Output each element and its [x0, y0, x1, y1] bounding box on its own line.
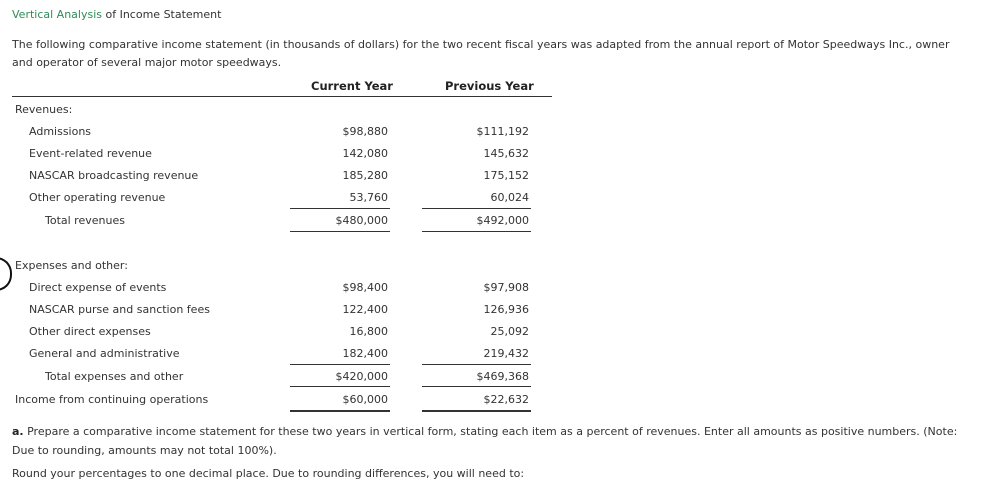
vertical-analysis-link[interactable]: Vertical Analysis — [12, 8, 102, 21]
previous-broadcasting: 175,152 — [483, 169, 529, 182]
current-general-admin: 182,400 — [342, 347, 388, 360]
row-label-income: Income from continuing operations — [15, 393, 209, 406]
rounding-note: Round your percentages to one decimal place. Due to rounding differences, you will need to: — [12, 467, 525, 480]
previous-total-revenues: $492,000 — [476, 214, 529, 227]
row-label-general-admin: General and administrative — [29, 347, 180, 360]
col-header-current: Current Year — [311, 79, 393, 93]
parenthesis-mark — [0, 257, 12, 291]
col-header-previous: Previous Year — [445, 79, 534, 93]
intro-paragraph: The following comparative income statement (in thousands of dollars) for the two recent fiscal years was adapted from the annual report of Motor Speedways Inc., owner and operator of several major motor speedways. — [12, 38, 950, 69]
expense-total-rule-current — [290, 386, 390, 387]
income-double-rule-current — [290, 410, 390, 412]
current-direct-expense: $98,400 — [342, 281, 388, 294]
revenues-heading: Revenues: — [15, 103, 73, 116]
total-rule-current — [290, 231, 390, 232]
subtotal-rule-current — [290, 208, 390, 209]
previous-other-operating: 60,024 — [490, 191, 529, 204]
current-other-operating: 53,760 — [349, 191, 388, 204]
income-double-rule-previous — [422, 410, 531, 412]
previous-general-admin: 219,432 — [483, 347, 529, 360]
row-label-direct-expense: Direct expense of events — [29, 281, 167, 294]
question-a — [12, 422, 980, 460]
previous-event-revenue: 145,632 — [483, 147, 529, 160]
question-a-text: Prepare a comparative income statement for these two years in vertical form, stating each item as a percent of revenues. Enter all amounts as positive numbers. (Note: Due to rounding, amounts may not total 100%). — [12, 425, 958, 457]
current-broadcasting: 185,280 — [342, 169, 388, 182]
previous-direct-expense: $97,908 — [483, 281, 529, 294]
row-label-admissions: Admissions — [29, 125, 92, 138]
row-label-purse-fees: NASCAR purse and sanction fees — [29, 303, 210, 316]
previous-purse-fees: 126,936 — [483, 303, 529, 316]
question-a-label: a. — [12, 425, 24, 438]
current-purse-fees: 122,400 — [342, 303, 388, 316]
previous-total-expenses: $469,368 — [476, 370, 529, 383]
title-rest: of Income Statement — [102, 8, 222, 21]
header-divider — [12, 96, 552, 97]
total-rule-previous — [422, 231, 531, 232]
subtotal-rule-previous — [422, 208, 531, 209]
current-total-revenues: $480,000 — [335, 214, 388, 227]
current-event-revenue: 142,080 — [342, 147, 388, 160]
row-label-other-operating: Other operating revenue — [29, 191, 166, 204]
page-title — [12, 8, 221, 21]
row-label-other-direct: Other direct expenses — [29, 325, 151, 338]
expense-total-rule-previous — [422, 386, 531, 387]
expense-subtotal-rule-current — [290, 364, 390, 365]
row-label-total-expenses: Total expenses and other — [45, 370, 184, 383]
previous-other-direct: 25,092 — [490, 325, 529, 338]
row-label-event-revenue: Event-related revenue — [29, 147, 152, 160]
current-income: $60,000 — [342, 393, 388, 406]
row-label-broadcasting: NASCAR broadcasting revenue — [29, 169, 199, 182]
expenses-heading: Expenses and other: — [15, 259, 128, 272]
previous-income: $22,632 — [483, 393, 529, 406]
current-admissions: $98,880 — [342, 125, 388, 138]
previous-admissions: $111,192 — [476, 125, 529, 138]
current-total-expenses: $420,000 — [335, 370, 388, 383]
row-label-total-revenues: Total revenues — [45, 214, 125, 227]
current-other-direct: 16,800 — [349, 325, 388, 338]
expense-subtotal-rule-previous — [422, 364, 531, 365]
